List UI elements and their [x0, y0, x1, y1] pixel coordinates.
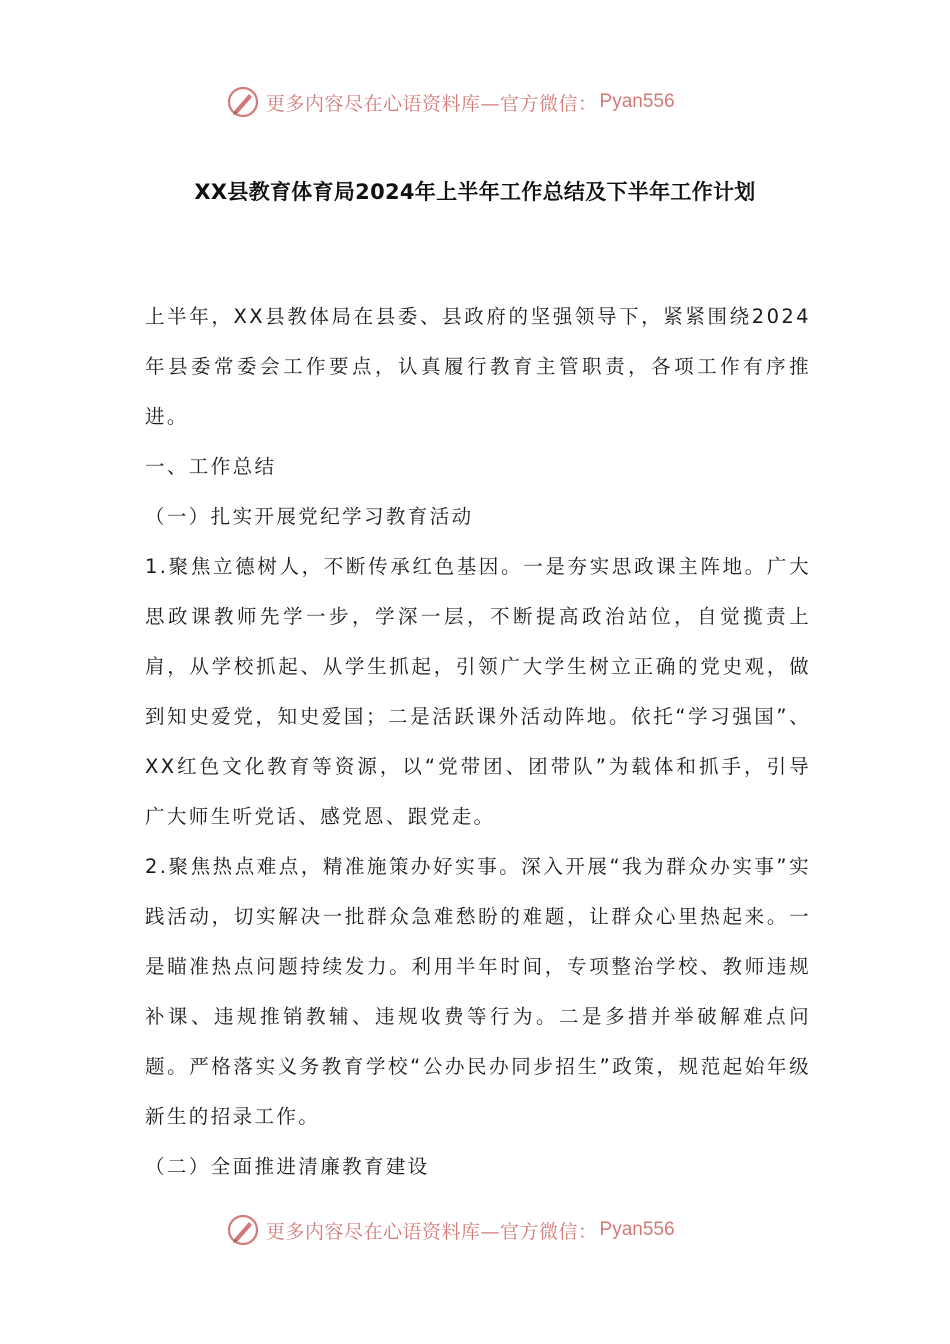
- watermark-text: 更多内容尽在心语资料库—官方微信：: [266, 92, 598, 115]
- watermark-wechat-id: Pyan556: [599, 91, 675, 112]
- header-watermark: [226, 84, 675, 120]
- pen-logo-icon: [226, 1213, 260, 1247]
- pen-logo-icon: [226, 85, 260, 119]
- section-heading: 一、工作总结: [145, 455, 277, 478]
- intro-paragraph: 上半年，XX县教体局在县委、县政府的坚强领导下，紧紧围绕2024年县委常委会工作要点，认真履行教育主管职责，各项工作有序推进。: [145, 305, 811, 428]
- item-paragraph: 1.聚焦立德树人，不断传承红色基因。一是夯实思政课主阵地。广大思政课教师先学一步，学深一层，不断提高政治站位，自觉揽责上肩，从学校抓起、从学生抓起，引领广大学生树立正确的党史观，做到知史爱党，知史爱国；二是活跃课外活动阵地。依托“学习强国”、XX红色文化教育等资源，以“党带团、团带队”为载体和抓手，引导广大师生听党话、感党恩、跟党走。: [145, 555, 811, 828]
- footer-watermark: [226, 1212, 675, 1248]
- subsection-heading: （二）全面推进清廉教育建设: [145, 1155, 430, 1178]
- document-body: [145, 292, 811, 1192]
- watermark-text: 更多内容尽在心语资料库—官方微信：: [266, 1220, 598, 1243]
- item-paragraph: 2.聚焦热点难点，精准施策办好实事。深入开展“我为群众办实事”实践活动，切实解决一批群众急难愁盼的难题，让群众心里热起来。一是瞄准热点问题持续发力。利用半年时间，专项整治学校、教师违规补课、违规推销教辅、违规收费等行为。二是多措并举破解难点问题。严格落实义务教育学校“公办民办同步招生”政策，规范起始年级新生的招录工作。: [145, 855, 811, 1128]
- watermark-wechat-id: Pyan556: [599, 1219, 675, 1240]
- subsection-heading: （一）扎实开展党纪学习教育活动: [145, 505, 474, 528]
- document-title: XX县教育体育局2024年上半年工作总结及下半年工作计划: [194, 180, 756, 204]
